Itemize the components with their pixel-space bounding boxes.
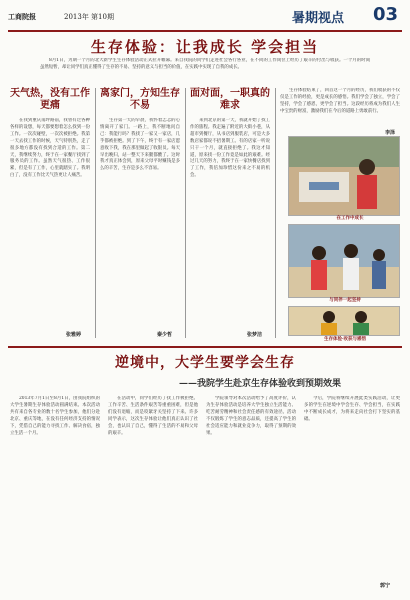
col2-text: 生存第一天的早晨，我怀着忐忑的心情离开了家门。一路上，我不断地问自己：我能行吗？我找了一家又一家店，几乎都被拒绝。到了下午，终于有一家店愿意收下我，我在那里做起了收银员。每天早出晚归，站一整天下来腿都酸了。这时我才真正体会到，原来父母平时赚钱是多么的辛苦，生存是多么不容易。 xyxy=(100,118,180,172)
article2-col4-text: 今后，学院将继续开展此类实践活动，让更多的学生在逆境中学会生存、学会担当，在实践中不断成长成才，为将来走向社会打下坚实的基础。 xyxy=(304,396,400,422)
divider xyxy=(185,88,186,338)
col3-text: 来到北京的第一天，我就开始了找工作的旅程。我走遍了附近的大街小巷，从超市到餐厅，从书店到服装店，可是大多数店家都说不招暑期工。有的店家一听说只干一个月，就直接拒绝了。我这才知道，原来找一份工作竟是如此的艰难。经过几天的努力，我终于在一家快餐店找到了工作，我倍加珍惜这份来之不易的机会。 xyxy=(190,118,270,179)
header-rule xyxy=(8,30,402,32)
col4-author: 李泽 xyxy=(385,130,396,136)
publication-name: 工商院报 xyxy=(8,12,36,21)
section-rule xyxy=(8,346,402,348)
page-header xyxy=(8,4,402,30)
article2-col2 xyxy=(108,396,198,592)
article1-intro xyxy=(40,58,370,86)
col1-title: 天气热，没有工作更痛 xyxy=(10,88,90,111)
article2-headline: 逆境中，大学生要学会生存 xyxy=(115,355,295,371)
intro-text: 8月1日，为期一个月的北大新学生生存体验活动正式拉开帷幕。来自我院的同学们走进社会各行各业，在不同的工作岗位上经历了艰辛的付出与收获。一个月的时间虽然短暂，却让同学们真正懂得了生存的不易、坚持的意义与担当的价值，在实践中实现了自我的成长。 xyxy=(40,58,370,70)
col1-body xyxy=(10,118,90,328)
article2-col3-text: 学院领导对本次活动给予了高度评价，认为生存体验活动是培养大学生独立生活能力、吃苦耐劳精神和社会责任感的有效途径。活动不仅锻炼了学生的意志品质，还提高了学生的社会适应能力和就业竞争力，取得了预期的效果。 xyxy=(206,396,296,436)
photo-2 xyxy=(288,224,400,298)
col3-title: 面对面，一职真的难求 xyxy=(190,88,270,111)
col3-body xyxy=(190,118,270,328)
article2-author: 郭宁 xyxy=(380,583,391,589)
col4-text: 生存体验结束了，回首这一个月的经历，我们收获的不仅仅是工作的经验，更是成长的感悟。我们学会了独立，学会了坚持，学会了感恩，更学会了担当。这段经历将成为我们人生中宝贵的财富，激励我们在今后的道路上勇敢前行。 xyxy=(280,88,400,114)
page-number: 03 xyxy=(372,4,398,25)
article2-col1 xyxy=(10,396,100,592)
col2-body xyxy=(100,118,180,328)
photo-3-caption: 生存体验·收获与感悟 xyxy=(323,337,367,342)
issue-label: 2013年 第10期 xyxy=(64,13,114,21)
divider xyxy=(95,88,96,338)
article1-headline: 生存体验：让我成长 学会担当 xyxy=(90,38,320,56)
col2-title: 离家门，方知生存不易 xyxy=(100,88,180,111)
photo-1-caption: 在工作中成长 xyxy=(336,216,364,221)
photo-1 xyxy=(288,136,400,216)
photo-2-caption: 与同伴一起坚持 xyxy=(329,298,361,303)
article2-col1-text: 2013年7月1日至8月1日，由我院组织的大学生暑期生存体验活动圆满结束。本次活动共有来自各专业的数十名学生参加，他们分赴北京、重庆等地，在没有任何经济支持的情况下，凭借自己的能力寻找工作、解决食宿，独立生活一个月。 xyxy=(10,396,100,436)
col3-author: 张梦洁 xyxy=(247,332,263,338)
col1-author: 张雅婷 xyxy=(66,332,82,338)
article2-col4 xyxy=(304,396,400,576)
col4-body xyxy=(280,88,400,128)
photo-3 xyxy=(288,306,400,336)
col1-text: 在我到重庆南坪路前，我曾有过各种各样的设想，每天都要想着怎么找到一份工作。一次次碰壁，一次次被拒绝。我第一天去找工作的时候，天气特别热，走了很多地方都没有找到合适的工作。第二天，我继续努力，终于在一家餐厅找到了服务员的工作。虽然天气很热、工作很累，但是有了工作，心里就踏实了。我明白了，没有工作比天气热更让人痛苦。 xyxy=(10,118,90,179)
section-title: 暑期视点 xyxy=(291,11,344,26)
article2-subheadline: ——我院学生赴京生存体验收到预期效果 xyxy=(178,379,341,389)
article2-col2-text: 在活动中，同学们经历了找工作被拒绝、工作辛苦、生活条件艰苦等重重困难，但是他们没有退缩，而是咬紧牙关坚持了下来。许多同学表示，这次生存体验让他们真正认识了社会，也认识了自己，懂得了生活的不易和父母的艰辛。 xyxy=(108,396,198,436)
divider xyxy=(275,88,276,338)
col2-author: 秦少哲 xyxy=(157,332,173,338)
article2-col3 xyxy=(206,396,296,592)
photo-2-image xyxy=(289,225,399,297)
photo-3-image xyxy=(289,307,399,335)
photo-1-image xyxy=(289,137,399,215)
